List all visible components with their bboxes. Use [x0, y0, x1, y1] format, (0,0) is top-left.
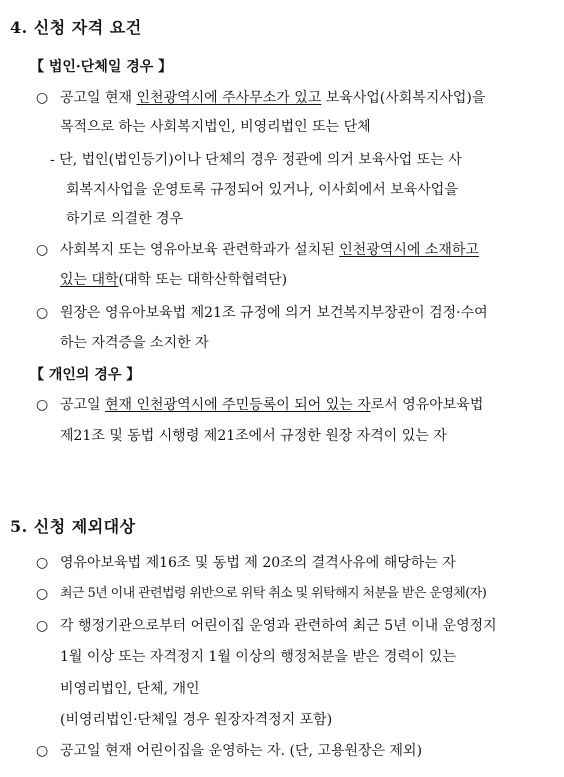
item-3-line-2: 하는 자격증을 소지한 자	[60, 335, 209, 351]
note-line-2: 회복지사업을 운영토록 규정되어 있거나, 이사회에서 보육사업을	[66, 182, 458, 198]
corporation-header: 【 법인·단체일 경우 】	[30, 59, 173, 75]
exclusion-3-line-2: 1월 이상 또는 자격정지 1월 이상의 행정처분을 받은 경력이 있는	[60, 649, 456, 665]
exclusion-1-text: 영유아보육법 제16조 및 동법 제 20조의 결격사유에 해당하는 자	[60, 555, 456, 571]
note-line-1: - 단, 법인(법인등기)이나 단체의 경우 정관에 의거 보육사업 또는 사	[50, 152, 462, 168]
item-4-line-2: 제21조 및 동법 시행령 제21조에서 규정한 원장 자격이 있는 자	[60, 428, 447, 444]
item-2-text-a: 사회복지 또는 영유아보육 관련학과가 설치된	[60, 242, 340, 258]
item-1-line-1	[60, 89, 485, 107]
item-3-line-1: 원장은 영유아보육법 제21조 규정에 의거 보건복지부장관이 검정·수여	[60, 305, 488, 321]
exclusion-2-bullet: ○	[36, 586, 49, 602]
item-1-text-b: 보육사업(사회복지사업)을	[321, 90, 486, 106]
exclusion-3-line-3: 비영리법인, 단체, 개인	[60, 681, 200, 697]
item-1-line-2: 목적으로 하는 사회복지법인, 비영리법인 또는 단체	[60, 119, 371, 135]
exclusion-3-line-1: 각 행정기관으로부터 어린이집 운영과 관련하여 최근 5년 이내 운영정지	[60, 618, 497, 634]
item-2-text-b: (대학 또는 대학산학협력단)	[118, 272, 288, 288]
item-1-bullet: ○	[36, 90, 49, 106]
exclusion-3-bullet: ○	[36, 618, 49, 634]
item-2-underlined-2: 있는 대학	[60, 272, 119, 288]
item-2-underlined: 인천광역시에 소재하고	[339, 242, 479, 258]
item-2-line-2	[60, 271, 287, 289]
exclusion-2-text: 최근 5년 이내 관련법령 위반으로 위탁 취소 및 위탁해지 처분을 받은 운영체(자)	[60, 586, 487, 601]
item-4-line-1	[60, 396, 483, 414]
item-4-text-a: 공고일	[60, 397, 106, 413]
item-1-text-a: 공고일 현재	[60, 90, 137, 106]
exclusion-4-bullet: ○	[36, 743, 49, 759]
note-line-3: 하기로 의결한 경우	[66, 211, 184, 227]
item-2-line-1	[60, 241, 479, 259]
section-4-title: 4. 신청 자격 요건	[10, 18, 142, 37]
exclusion-1-bullet: ○	[36, 555, 49, 571]
exclusion-3-line-4: (비영리법인·단체일 경우 원장자격정지 포함)	[60, 712, 333, 728]
item-4-text-b: 로서 영유아보육법	[370, 397, 484, 413]
item-3-bullet: ○	[36, 305, 49, 321]
section-5-title: 5. 신청 제외대상	[10, 517, 136, 536]
item-4-bullet: ○	[36, 397, 49, 413]
item-4-underlined: 현재 인천광역시에 주민등록이 되어 있는 자	[105, 397, 371, 413]
individual-header: 【 개인의 경우 】	[30, 367, 141, 383]
item-2-bullet: ○	[36, 242, 49, 258]
exclusion-4-text: 공고일 현재 어린이집을 운영하는 자. (단, 고용원장은 제외)	[60, 743, 423, 759]
item-1-underlined: 인천광역시에 주사무소가 있고	[136, 90, 322, 106]
